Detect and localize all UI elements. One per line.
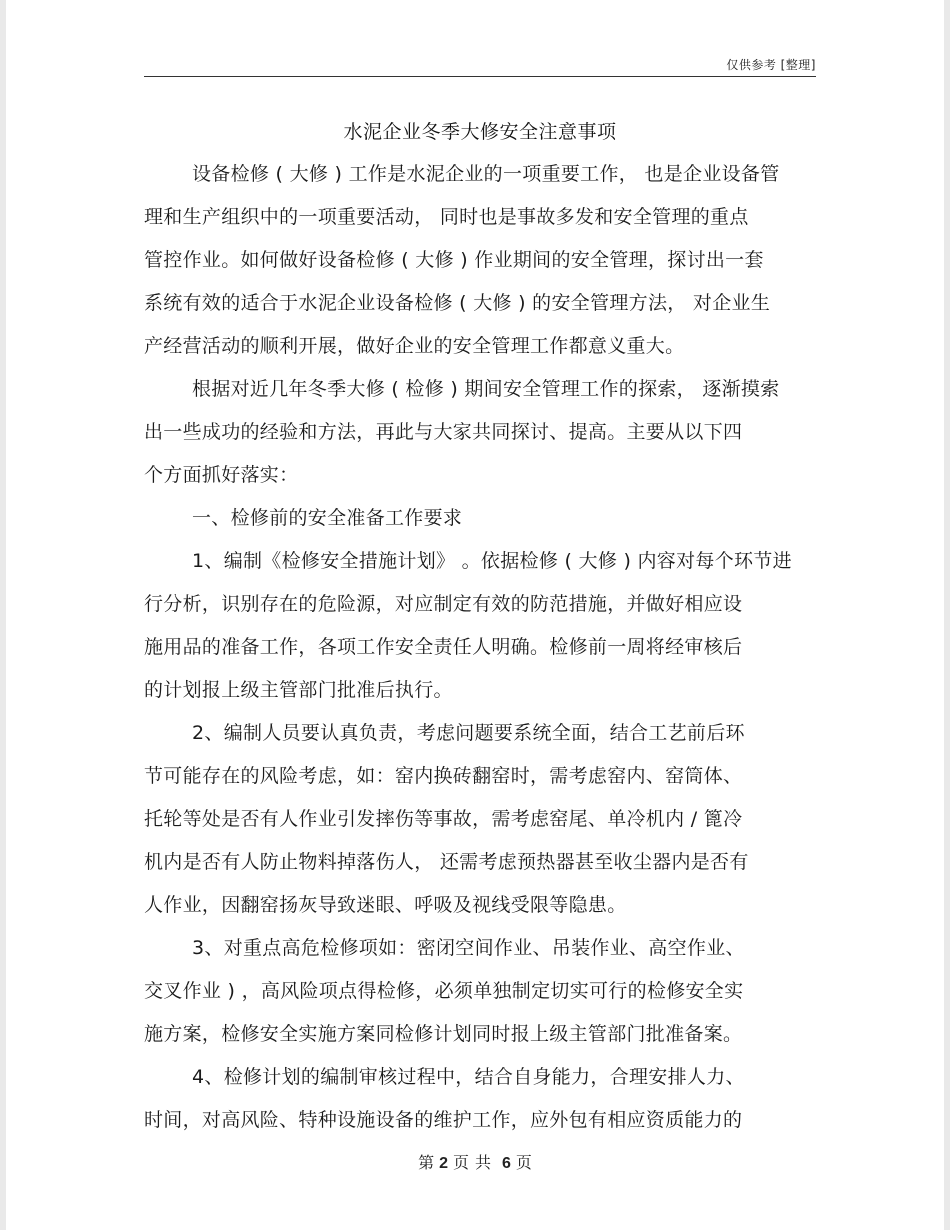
body-line: 产经营活动的顺利开展，做好企业的安全管理工作都意义重大。: [144, 335, 685, 357]
body-line: 一、检修前的安全准备工作要求: [192, 507, 463, 529]
body-line: 的计划报上级主管部门批准后执行。: [144, 679, 453, 701]
body-line: 设备检修 ( 大修 ) 工作是水泥企业的一项重要工作， 也是企业设备管: [192, 163, 780, 185]
header-divider: [144, 76, 816, 77]
page-footer: [6, 1150, 944, 1173]
body-line: 交叉作业 ) ，高风险项点得检修，必须单独制定切实可行的检修安全实: [144, 980, 744, 1002]
header-note: 仅供参考 [整理]: [726, 58, 816, 72]
body-line: 托轮等处是否有人作业引发摔伤等事故，需考虑窑尾、单冷机内 / 篦冷: [144, 808, 743, 830]
footer-total-word: 共: [475, 1153, 492, 1172]
body-line: 2、编制人员要认真负责，考虑问题要系统全面，结合工艺前后环: [192, 722, 745, 744]
body-line: 施用品的准备工作，各项工作安全责任人明确。检修前一周将经审核后: [144, 636, 743, 658]
body-line: 行分析，识别存在的危险源，对应制定有效的防范措施，并做好相应设: [144, 593, 743, 615]
body-line: 节可能存在的风险考虑，如：窑内换砖翻窑时，需考虑窑内、窑筒体、: [144, 765, 743, 787]
footer-suffix: 页: [515, 1153, 532, 1172]
document-title: 水泥企业冬季大修安全注意事项: [343, 121, 617, 143]
body-line: 出一些成功的经验和方法，再此与大家共同探讨、提高。主要从以下四: [144, 421, 743, 443]
current-page-number: 2: [439, 1155, 448, 1172]
body-line: 施方案，检修安全实施方案同检修计划同时报上级主管部门批准备案。: [144, 1023, 743, 1045]
footer-page-word: 页: [452, 1153, 469, 1172]
body-line: 根据对近几年冬季大修 ( 检修 ) 期间安全管理工作的探索， 逐渐摸索: [192, 378, 780, 400]
body-line: 3、对重点高危检修项如：密闭空间作业、吊装作业、高空作业、: [192, 937, 745, 959]
body-line: 系统有效的适合于水泥企业设备检修 ( 大修 ) 的安全管理方法， 对企业生: [144, 292, 771, 314]
body-line: 管控作业。如何做好设备检修 ( 大修 ) 作业期间的安全管理，探讨出一套: [144, 249, 764, 271]
footer-prefix: 第: [418, 1153, 435, 1172]
document-body: [144, 155, 816, 1144]
body-line: 机内是否有人防止物料掉落伤人， 还需考虑预热器甚至收尘器内是否有: [144, 851, 749, 873]
body-line: 理和生产组织中的一项重要活动， 同时也是事故多发和安全管理的重点: [144, 206, 749, 228]
body-line: 4、检修计划的编制审核过程中，结合自身能力，合理安排人力、: [192, 1066, 745, 1088]
body-line: 人作业，因翻窑扬灰导致迷眼、呼吸及视线受限等隐患。: [144, 894, 627, 916]
document-page: [6, 0, 944, 1230]
body-line: 1、编制《检修安全措施计划》 。依据检修 ( 大修 ) 内容对每个环节进: [192, 550, 792, 572]
total-page-number: 6: [502, 1155, 511, 1172]
body-line: 时间，对高风险、特种设施设备的维护工作，应外包有相应资质能力的: [144, 1109, 743, 1131]
body-line: 个方面抓好落实：: [144, 464, 299, 486]
